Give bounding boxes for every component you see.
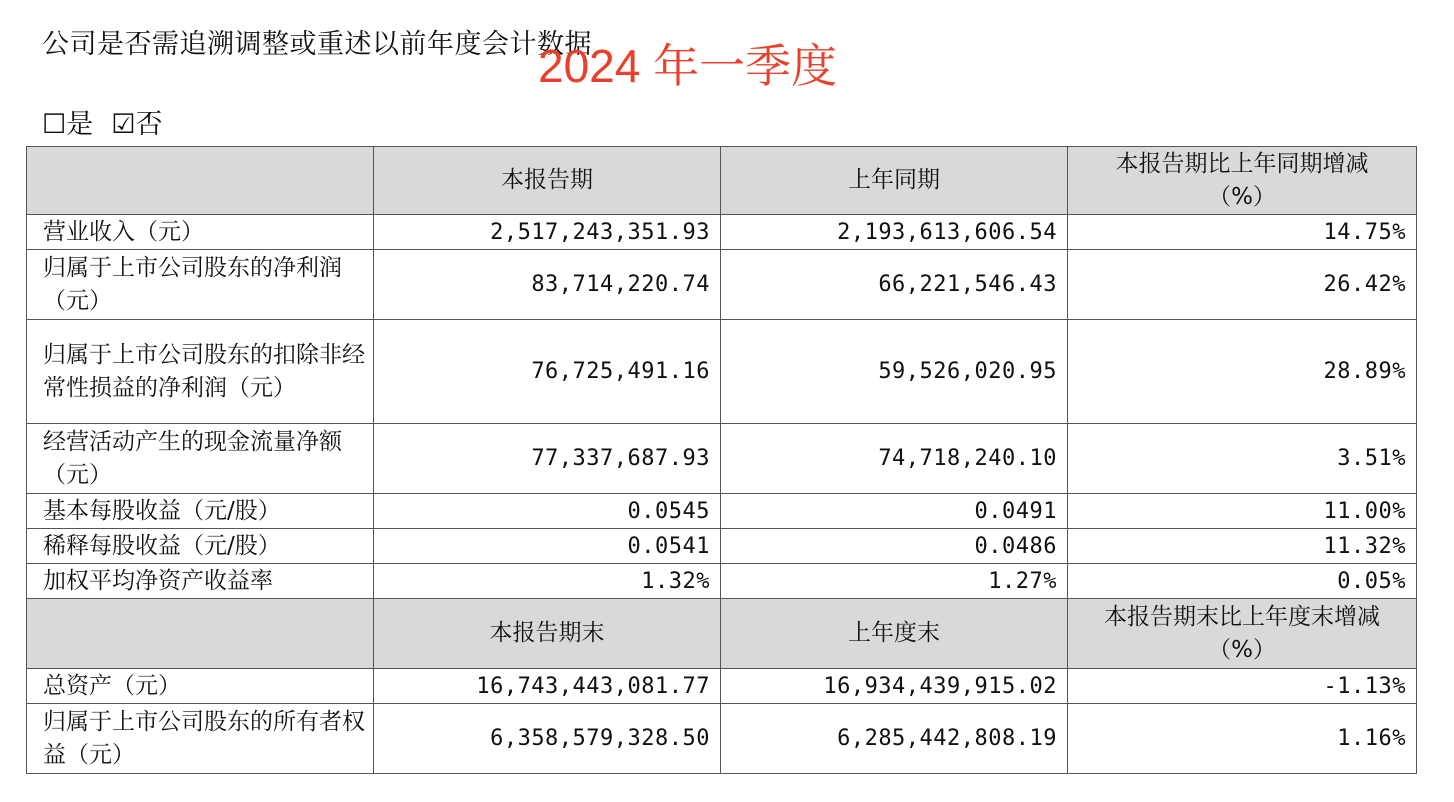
table-row bbox=[27, 564, 1417, 599]
header-prior-period: 上年同期 bbox=[721, 147, 1068, 215]
row-change-value: 1.16% bbox=[1068, 704, 1417, 774]
row-change-value: 28.89% bbox=[1068, 320, 1417, 424]
page-heading: 公司是否需追溯调整或重述以前年度会计数据 bbox=[42, 29, 592, 60]
row-label: 归属于上市公司股东的净利润（元） bbox=[27, 250, 374, 320]
row-current-value: 16,743,443,081.77 bbox=[374, 669, 721, 704]
row-prior-value: 59,526,020.95 bbox=[721, 320, 1068, 424]
row-current-value: 6,358,579,328.50 bbox=[374, 704, 721, 774]
table-row bbox=[27, 215, 1417, 250]
header-change-line2: （%） bbox=[1208, 183, 1276, 210]
header-prior-year-end: 上年度末 bbox=[721, 599, 1068, 669]
header-change-line1: 本报告期末比上年度末增减 bbox=[1104, 603, 1380, 630]
checkbox-no-label: 否 bbox=[135, 109, 163, 140]
row-prior-value: 2,193,613,606.54 bbox=[721, 215, 1068, 250]
header-change-line2: （%） bbox=[1208, 636, 1276, 663]
financial-data-table bbox=[26, 146, 1417, 774]
restatement-choice bbox=[42, 102, 162, 141]
row-label: 归属于上市公司股东的扣除非经常性损益的净利润（元） bbox=[27, 320, 374, 424]
row-prior-value: 66,221,546.43 bbox=[721, 250, 1068, 320]
row-prior-value: 0.0491 bbox=[721, 494, 1068, 529]
row-current-value: 2,517,243,351.93 bbox=[374, 215, 721, 250]
table-row bbox=[27, 529, 1417, 564]
row-prior-value: 0.0486 bbox=[721, 529, 1068, 564]
row-current-value: 0.0545 bbox=[374, 494, 721, 529]
row-current-value: 0.0541 bbox=[374, 529, 721, 564]
row-prior-value: 6,285,442,808.19 bbox=[721, 704, 1068, 774]
row-change-value: 11.00% bbox=[1068, 494, 1417, 529]
checkbox-unchecked-icon: ☐ bbox=[42, 109, 67, 140]
table-row bbox=[27, 494, 1417, 529]
checkbox-yes-label: 是 bbox=[66, 109, 94, 140]
table-header-row bbox=[27, 147, 1417, 215]
row-change-value: 26.42% bbox=[1068, 250, 1417, 320]
header-current-period: 本报告期 bbox=[374, 147, 721, 215]
row-label: 基本每股收益（元/股） bbox=[27, 494, 374, 529]
row-label: 稀释每股收益（元/股） bbox=[27, 529, 374, 564]
row-current-value: 83,714,220.74 bbox=[374, 250, 721, 320]
row-label: 总资产（元） bbox=[27, 669, 374, 704]
checkbox-checked-icon: ☑ bbox=[111, 109, 136, 140]
row-change-value: 14.75% bbox=[1068, 215, 1417, 250]
header-change-percent bbox=[1068, 147, 1417, 215]
table-row bbox=[27, 320, 1417, 424]
row-change-value: 0.05% bbox=[1068, 564, 1417, 599]
row-prior-value: 1.27% bbox=[721, 564, 1068, 599]
period-overlay-label: 2024 年一季度 bbox=[538, 40, 838, 92]
row-label: 归属于上市公司股东的所有者权益（元） bbox=[27, 704, 374, 774]
row-change-value: -1.13% bbox=[1068, 669, 1417, 704]
table-row bbox=[27, 704, 1417, 774]
row-prior-value: 74,718,240.10 bbox=[721, 424, 1068, 494]
row-label: 营业收入（元） bbox=[27, 215, 374, 250]
row-label: 加权平均净资产收益率 bbox=[27, 564, 374, 599]
row-current-value: 77,337,687.93 bbox=[374, 424, 721, 494]
row-label: 经营活动产生的现金流量净额（元） bbox=[27, 424, 374, 494]
table-row bbox=[27, 669, 1417, 704]
row-current-value: 1.32% bbox=[374, 564, 721, 599]
row-current-value: 76,725,491.16 bbox=[374, 320, 721, 424]
table-header-row bbox=[27, 599, 1417, 669]
header-empty-cell bbox=[27, 147, 374, 215]
header-change-line1: 本报告期比上年同期增减 bbox=[1115, 150, 1369, 177]
row-prior-value: 16,934,439,915.02 bbox=[721, 669, 1068, 704]
row-change-value: 3.51% bbox=[1068, 424, 1417, 494]
header-empty-cell bbox=[27, 599, 374, 669]
header-change-percent bbox=[1068, 599, 1417, 669]
row-change-value: 11.32% bbox=[1068, 529, 1417, 564]
table-row bbox=[27, 424, 1417, 494]
table-row bbox=[27, 250, 1417, 320]
header-period-end: 本报告期末 bbox=[374, 599, 721, 669]
